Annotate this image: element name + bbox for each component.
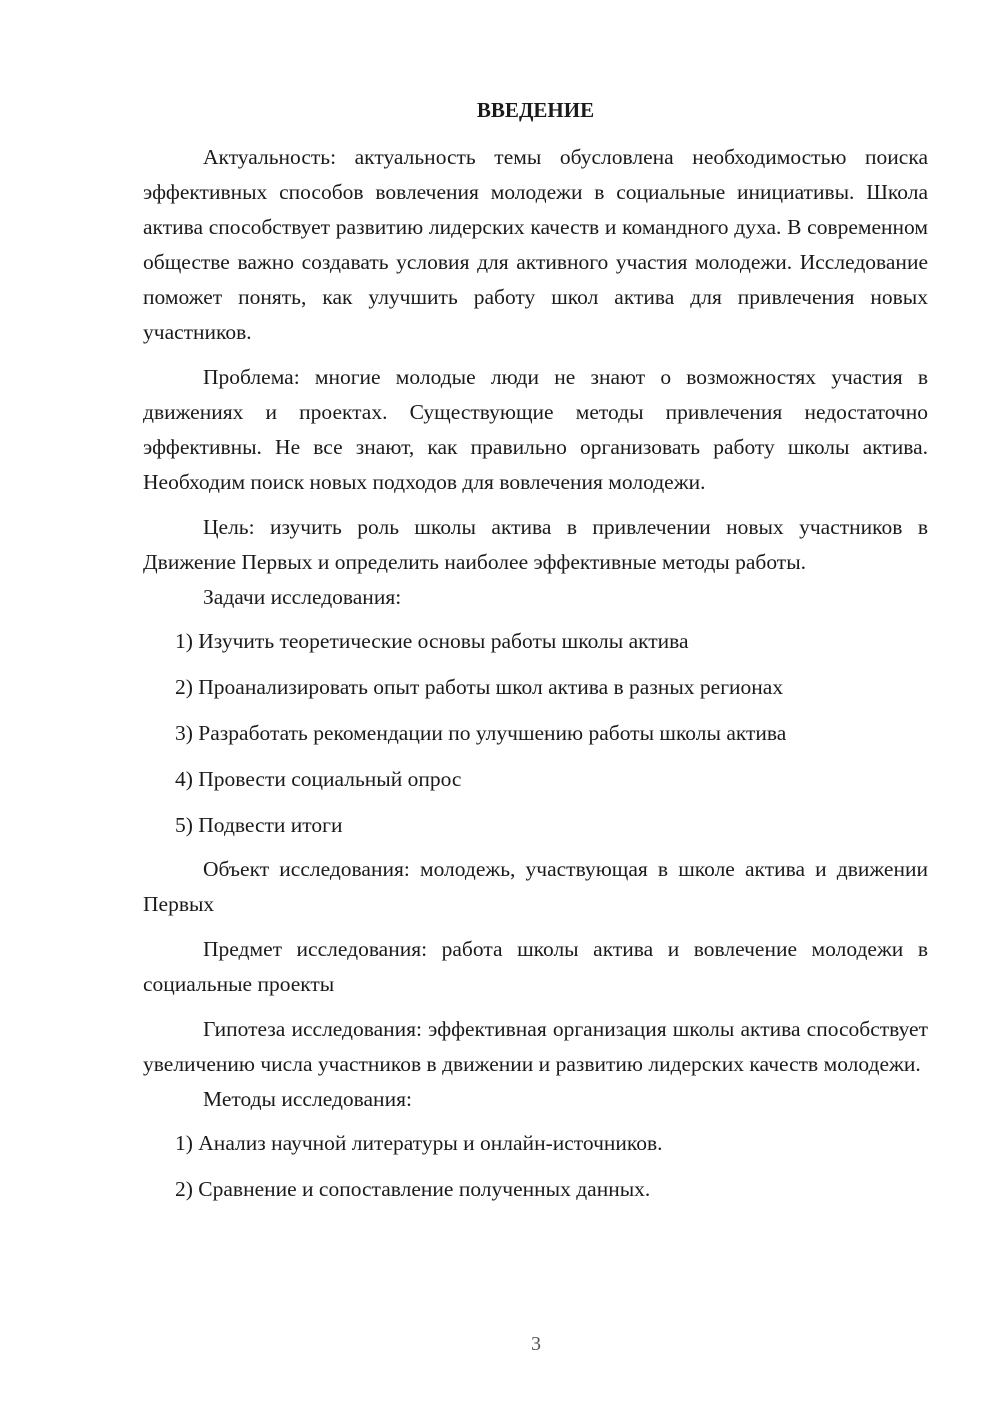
goal-paragraph: Цель: изучить роль школы актива в привлечении новых участников в Движение Первых и определить наиболее эффективные методы работы. [143, 515, 928, 574]
list-item: 5) Подвести итоги [175, 813, 343, 837]
document-page [143, 96, 928, 1207]
tasks-list [143, 624, 928, 843]
problem-paragraph: Проблема: многие молодые люди не знают о возможностях участия в движениях и проектах. Существующие методы привлечения недостаточно эффективны. Не все знают, как правильно организовать работу школы актива. Необходим поиск новых подходов для вовлечения молодежи. [143, 365, 928, 494]
list-item: 1) Изучить теоретические основы работы школы актива [175, 629, 689, 653]
tasks-title: Задачи исследования: [203, 585, 402, 609]
list-item: 4) Провести социальный опрос [175, 767, 462, 791]
methods-title: Методы исследования: [203, 1087, 412, 1111]
relevance-paragraph: Актуальность: актуальность темы обусловлена необходимостью поиска эффективных способов вовлечения молодежи в социальные инициативы. Школа актива способствует развитию лидерских качеств и командного духа. В современном обществе важно создавать условия для активного участия молодежи. Исследование поможет понять, как улучшить работу школ актива для привлечения новых участников. [143, 145, 928, 344]
list-item: 2) Проанализировать опыт работы школ актива в разных регионах [175, 675, 784, 699]
subject-paragraph: Предмет исследования: работа школы актива и вовлечение молодежи в социальные проекты [143, 937, 928, 996]
list-item: 3) Разработать рекомендации по улучшению работы школы актива [175, 721, 787, 745]
object-paragraph: Объект исследования: молодежь, участвующая в школе актива и движении Первых [143, 857, 928, 916]
section-heading: ВВЕДЕНИЕ [476, 98, 595, 122]
list-item: 2) Сравнение и сопоставление полученных данных. [175, 1177, 651, 1201]
methods-list [143, 1126, 928, 1207]
list-item: 1) Анализ научной литературы и онлайн-источников. [175, 1131, 663, 1155]
page-number: 3 [531, 1333, 541, 1355]
hypothesis-paragraph: Гипотеза исследования: эффективная организация школы актива способствует увеличению числа участников в движении и развитию лидерских качеств молодежи. [143, 1017, 928, 1076]
